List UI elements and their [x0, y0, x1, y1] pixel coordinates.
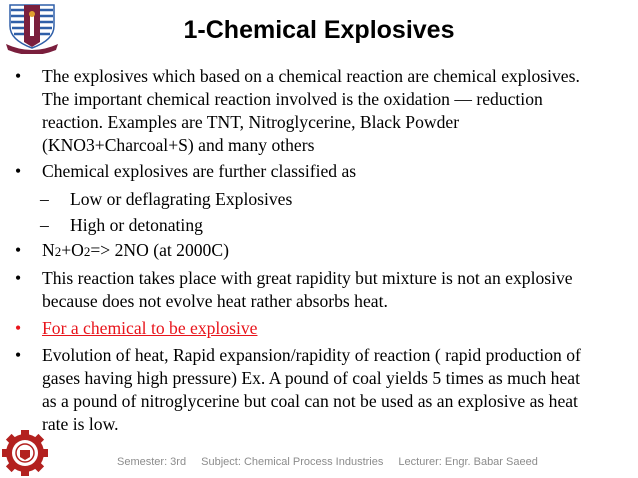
- bullet-line: rate is low.: [42, 414, 119, 434]
- bullet-line: High or detonating: [70, 215, 203, 235]
- sub-bullet-item: [40, 188, 293, 211]
- bullet-item: [15, 344, 581, 436]
- bullet-item: [15, 239, 229, 263]
- bullet-line: Chemical explosives are further classified as: [42, 161, 357, 181]
- bullet-line: (KNO3+Charcoal+S) and many others: [42, 135, 315, 155]
- dash-marker: –: [40, 189, 49, 209]
- bullet-line: gases having high pressure) Ex. A pound of coal yields 5 times as much heat: [42, 368, 580, 388]
- bullet-line: For a chemical to be explosive: [42, 318, 258, 338]
- bullet-line: as a pound of nitroglycerine but coal can not be used as an explosive as heat: [42, 391, 578, 411]
- bullet-line: Low or deflagrating Explosives: [70, 189, 293, 209]
- bullet-item: [15, 65, 580, 157]
- bullet-item[interactable]: [15, 317, 258, 340]
- sub-bullet-item: [40, 214, 203, 237]
- bullet-item: [15, 160, 357, 183]
- bullet-marker: •: [15, 161, 22, 181]
- bullet-marker: •: [15, 345, 22, 365]
- footer-subject: Subject: Chemical Process Industries: [201, 456, 384, 468]
- slide-title: 1-Chemical Explosives: [183, 16, 455, 44]
- footer-lecturer: Lecturer: Engr. Babar Saeed: [398, 456, 538, 468]
- bullet-marker: •: [15, 268, 22, 288]
- bullet-line: reaction. Examples are TNT, Nitroglycerine, Black Powder: [42, 112, 460, 132]
- gear-emblem-logo: [2, 430, 48, 476]
- dash-marker: –: [40, 215, 49, 235]
- bullet-item: [15, 267, 573, 313]
- bullet-line: N2+O2=> 2NO (at 2000C): [42, 240, 229, 260]
- bullet-line: The important chemical reaction involved is the oxidation — reduction: [42, 89, 543, 109]
- bullet-line: This reaction takes place with great rapidity but mixture is not an explosive: [42, 268, 573, 288]
- bullet-line: Evolution of heat, Rapid expansion/rapidity of reaction ( rapid production of: [42, 345, 581, 365]
- bullet-marker: •: [15, 318, 22, 338]
- slide-footer: [117, 456, 550, 468]
- footer-semester: Semester: 3rd: [117, 456, 187, 468]
- bullet-line: The explosives which based on a chemical reaction are chemical explosives.: [42, 66, 580, 86]
- bullet-marker: •: [15, 66, 22, 86]
- bullet-line: because does not evolve heat rather absorbs heat.: [42, 291, 388, 311]
- bullet-marker: •: [15, 240, 22, 260]
